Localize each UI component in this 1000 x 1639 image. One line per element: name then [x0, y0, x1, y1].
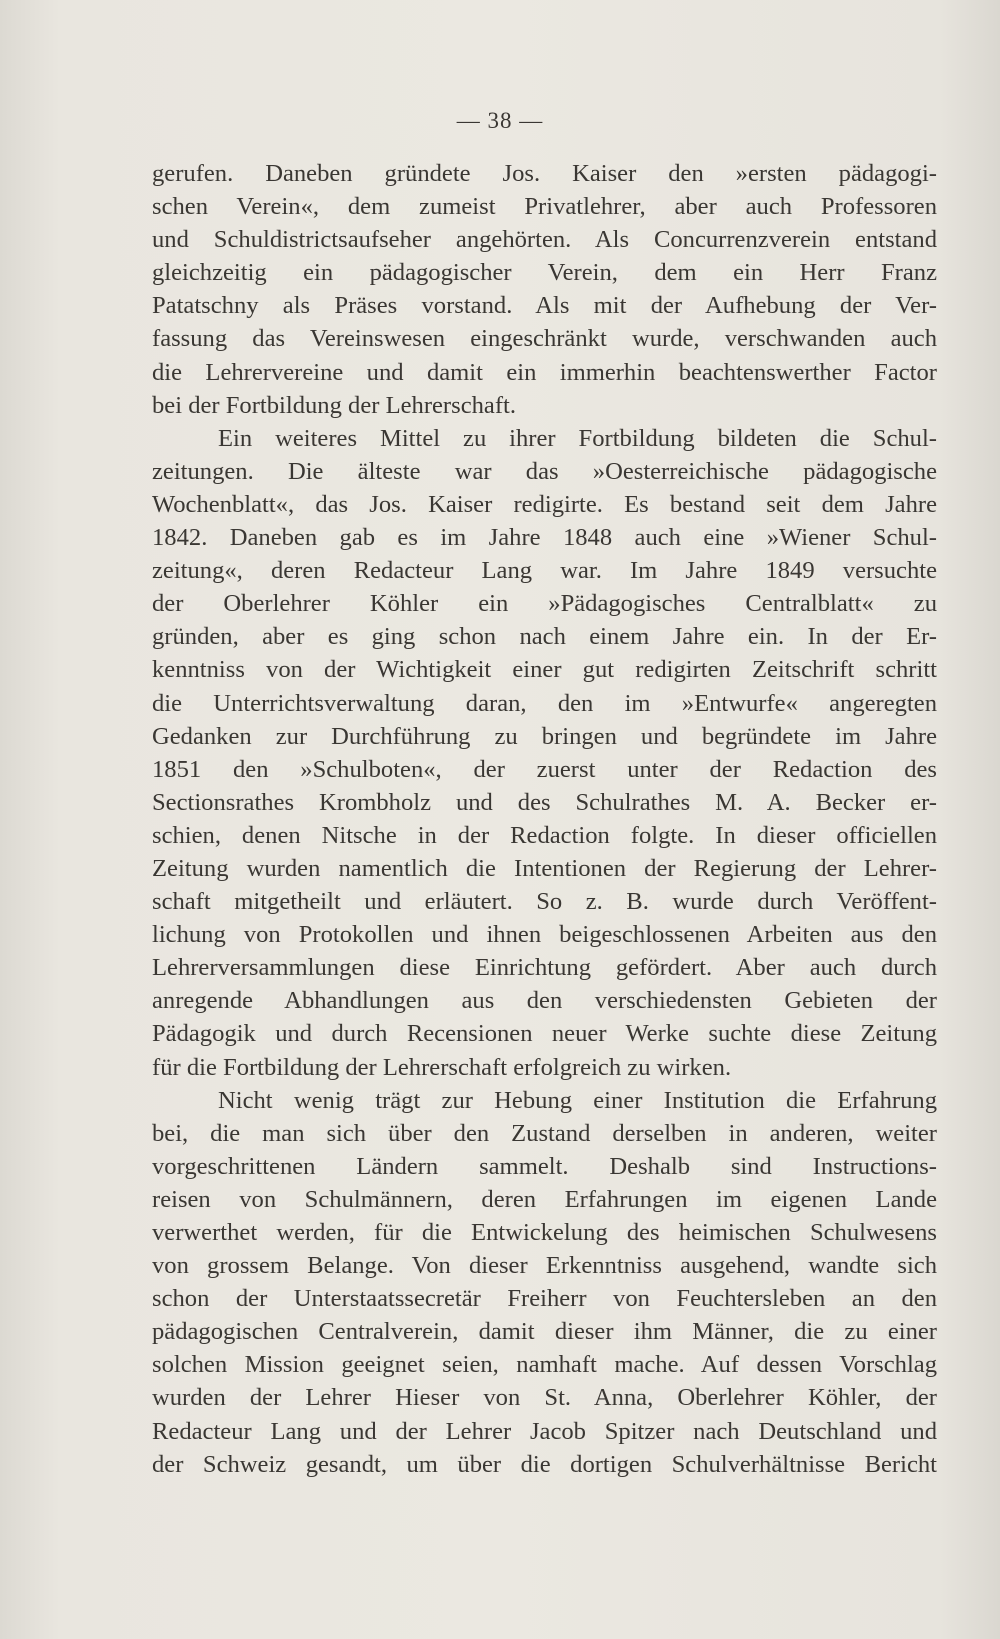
text-line: lichung von Protokollen und ihnen beigeschlossenen Arbeiten aus den — [152, 921, 937, 949]
text-line: Ein weiteres Mittel zu ihrer Fortbildung bildeten die Schul- — [218, 424, 937, 452]
text-line: vorgeschrittenen Ländern sammelt. Deshalb sind Instructions- — [152, 1152, 937, 1180]
text-line: 1851 den »Schulboten«, der zuerst unter der Redaction des — [152, 755, 937, 783]
paragraph — [152, 422, 937, 1084]
text-line: anregende Abhandlungen aus den verschiedensten Gebieten der — [152, 987, 937, 1015]
text-line: für die Fortbildung der Lehrerschaft erfolgreich zu wirken. — [152, 1053, 732, 1081]
text-line: die Unterrichtsverwaltung daran, den im »Entwurfe« angeregten — [152, 689, 937, 717]
text-line: reisen von Schulmännern, deren Erfahrungen im eigenen Lande — [152, 1185, 937, 1213]
text-line: pädagogischen Centralverein, damit dieser ihm Männer, die zu einer — [152, 1318, 937, 1346]
text-line: 1842. Daneben gab es im Jahre 1848 auch eine »Wiener Schul- — [152, 524, 937, 552]
text-line: solchen Mission geeignet seien, namhaft mache. Auf dessen Vorschlag — [152, 1351, 937, 1379]
text-line: schen Verein«, dem zumeist Privatlehrer, aber auch Professoren — [152, 193, 937, 221]
text-line: gerufen. Daneben gründete Jos. Kaiser den »ersten pädagogi- — [152, 160, 937, 187]
text-line: schaft mitgetheilt und erläutert. So z. B. wurde durch Veröffent- — [152, 888, 937, 916]
page-number: — 38 — — [456, 108, 544, 133]
text-line: der Oberlehrer Köhler ein »Pädagogisches Centralblatt« zu — [152, 590, 937, 618]
text-line: von grossem Belange. Von dieser Erkenntniss ausgehend, wandte sich — [152, 1252, 937, 1280]
text-line: bei, die man sich über den Zustand derselben in anderen, weiter — [152, 1119, 937, 1147]
text-line: Wochenblatt«, das Jos. Kaiser redigirte. Es bestand seit dem Jahre — [152, 490, 937, 518]
text-line: der Schweiz gesandt, um über die dortigen Schulverhältnisse Bericht — [152, 1450, 937, 1478]
text-line: gründen, aber es ging schon nach einem Jahre ein. In der Er- — [152, 623, 937, 651]
text-line: die Lehrervereine und damit ein immerhin beachtenswerther Factor — [152, 358, 937, 386]
text-line: kenntniss von der Wichtigkeit einer gut redigirten Zeitschrift schritt — [152, 656, 937, 684]
text-line: Gedanken zur Durchführung zu bringen und begründete im Jahre — [152, 722, 937, 750]
text-line: fassung das Vereinswesen eingeschränkt wurde, verschwanden auch — [152, 325, 937, 353]
text-line: verwerthet werden, für die Entwickelung des heimischen Schulwesens — [152, 1219, 937, 1246]
text-line: wurden der Lehrer Hieser von St. Anna, Oberlehrer Köhler, der — [152, 1384, 937, 1412]
text-line: gleichzeitig ein pädagogischer Verein, dem ein Herr Franz — [152, 259, 937, 287]
text-line: Zeitung wurden namentlich die Intentionen der Regierung der Lehrer- — [152, 854, 937, 882]
text-line: schien, denen Nitsche in der Redaction folgte. In dieser officiellen — [152, 821, 937, 849]
paragraph — [152, 157, 937, 422]
text-line: und Schuldistrictsaufseher angehörten. Als Concurrenzverein entstand — [152, 226, 937, 254]
text-line: Sectionsrathes Krombholz und des Schulrathes M. A. Becker er- — [152, 788, 937, 816]
text-line: Pädagogik und durch Recensionen neuer Werke suchte diese Zeitung — [152, 1020, 937, 1048]
text-line: Nicht wenig trägt zur Hebung einer Institution die Erfahrung — [218, 1086, 937, 1114]
text-line: schon der Unterstaatssecretär Freiherr von Feuchtersleben an den — [152, 1285, 937, 1313]
text-line: bei der Fortbildung der Lehrerschaft. — [152, 391, 516, 419]
text-line: Lehrerversammlungen diese Einrichtung gefördert. Aber auch durch — [152, 954, 937, 982]
body-text — [152, 157, 937, 1481]
text-line: zeitung«, deren Redacteur Lang war. Im Jahre 1849 versuchte — [152, 557, 937, 585]
text-line: Patatschny als Präses vorstand. Als mit der Aufhebung der Ver- — [152, 292, 937, 320]
paragraph — [152, 1084, 937, 1481]
text-line: Redacteur Lang und der Lehrer Jacob Spitzer nach Deutschland und — [152, 1417, 937, 1445]
text-line: zeitungen. Die älteste war das »Oesterreichische pädagogische — [152, 457, 937, 485]
